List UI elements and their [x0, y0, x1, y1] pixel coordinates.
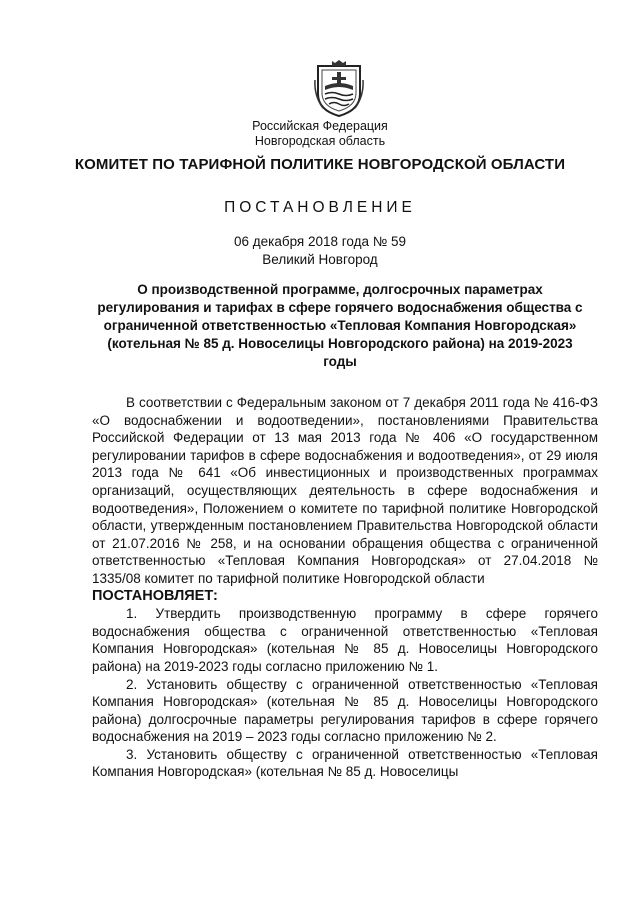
decree-word: ПОСТАНОВЛЯЕТ:: [92, 587, 218, 604]
city: Великий Новгород: [262, 252, 378, 267]
item-paragraph: 2. Установить обществу с ограниченной ответственностью «Тепловая Компания Новгородская» (котельная № 85 д. Новоселицы Новгородского района) долгосрочные параметры регулирования тарифов в сфере горячего водоснабжения на 2019 – 2023 годы согласно приложению № 2.: [92, 676, 598, 745]
item-paragraph: 3. Установить обществу с ограниченной ответственностью «Тепловая Компания Новгородская» (котельная № 85 д. Новоселицы: [92, 746, 598, 780]
document-type: ПОСТАНОВЛЕНИЕ: [224, 199, 416, 216]
document-subject: О производственной программе, долгосрочных параметрах регулирования и тарифах в сфере горячего водоснабжения общества с ограниченной ответственностью «Тепловая Компания Новгородская» (котельная № 85 д. Новоселицы Новгородского района) на 2019-2023 годы: [97, 282, 583, 369]
country-label: Российская Федерация: [252, 119, 388, 133]
document-body: [92, 394, 598, 781]
date-number: 06 декабря 2018 года № 59: [233, 234, 407, 249]
country-region-block: [0, 119, 640, 149]
date-place-block: [0, 233, 640, 269]
committee-title: КОМИТЕТ ПО ТАРИФНОЙ ПОЛИТИКЕ НОВГОРОДСКОЙ ОБЛАСТИ: [74, 156, 566, 173]
preamble-paragraph: В соответствии с Федеральным законом от 7 декабря 2011 года № 416-ФЗ «О водоснабжении и водоотведении», постановлениями Правительства Российской Федерации от 13 мая 2013 года № 406 «О государственном регулировании тарифов в сфере водоснабжения и водоотведения», от 29 июля 2013 года № 641 «Об инвестиционных и производственных программах организаций, осуществляющих деятельность в сфере водоснабжения и водоотведения», Положением о комитете по тарифной политике Новгородской области, утвержденным постановлением Правительства Новгородской области от 21.07.2016 № 258, и на основании обращения общества с ограниченной ответственностью «Тепловая Компания Новгородская» от 27.04.2018 № 1335/08 комитет по тарифной политике Новгородской области: [92, 395, 598, 586]
region-label: Новгородская область: [254, 134, 386, 148]
coat-of-arms-icon: [313, 60, 365, 118]
item-paragraph: 1. Утвердить производственную программу в сфере горячего водоснабжения общества с ограниченной ответственностью «Тепловая Компания Новгородская» (котельная № 85 д. Новоселицы Новгородского района) на 2019-2023 годы согласно приложению № 1.: [92, 606, 598, 674]
